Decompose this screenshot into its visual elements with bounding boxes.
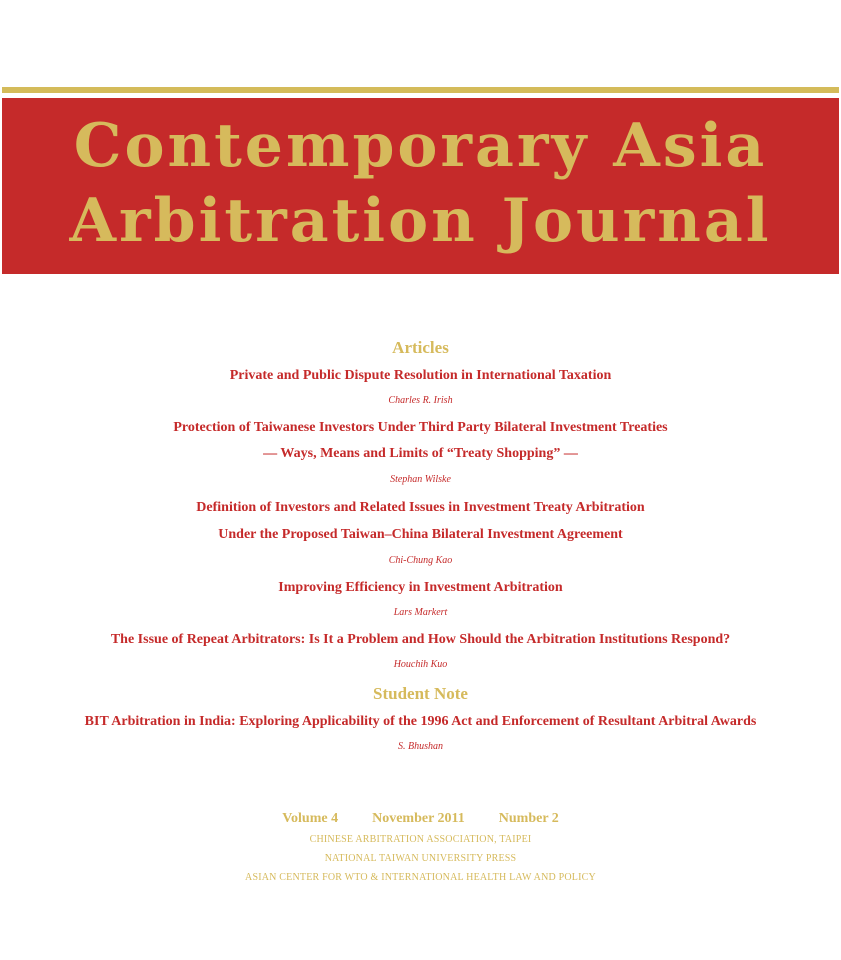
article-3-author: Chi-Chung Kao: [388, 555, 453, 566]
publisher-3: ASIAN CENTER FOR WTO & INTERNATIONAL HEALTH LAW AND POLICY: [245, 872, 596, 883]
article-4-author: Lars Markert: [393, 607, 448, 618]
student-note-title: BIT Arbitration in India: Exploring Applicability of the 1996 Act and Enforcement of Resultant Arbitral Awards: [84, 714, 757, 729]
issue-date: November 2011: [372, 811, 465, 826]
issue-volume: Volume 4: [282, 811, 339, 826]
gold-top-rule: [2, 87, 839, 93]
student-note-author: S. Bhushan: [398, 741, 443, 752]
issue-line: [0, 811, 841, 827]
publisher-2: NATIONAL TAIWAN UNIVERSITY PRESS: [324, 853, 517, 864]
article-2-title-line-2: — Ways, Means and Limits of “Treaty Shopping” —: [263, 446, 578, 461]
journal-title-line-2: Arbitration Journal: [69, 186, 772, 256]
article-2-title-line-1: Protection of Taiwanese Investors Under Third Party Bilateral Investment Treaties: [173, 420, 668, 435]
title-banner: [2, 98, 839, 274]
article-3-title-line-1: Definition of Investors and Related Issues in Investment Treaty Arbitration: [196, 500, 645, 515]
articles-heading: Articles: [392, 338, 449, 357]
article-3-title-line-2: Under the Proposed Taiwan–China Bilateral Investment Agreement: [218, 527, 623, 542]
article-5-author: Houchih Kuo: [393, 659, 448, 670]
article-1-title: Private and Public Dispute Resolution in International Taxation: [229, 368, 612, 383]
issue-number: Number 2: [498, 811, 559, 826]
journal-title-line-1: Contemporary Asia: [73, 111, 768, 181]
article-2-author: Stephan Wilske: [390, 474, 451, 485]
student-note-heading: Student Note: [373, 684, 468, 703]
article-4-title: Improving Efficiency in Investment Arbitration: [278, 580, 563, 595]
publisher-1: CHINESE ARBITRATION ASSOCIATION, TAIPEI: [309, 834, 532, 845]
article-5-title: The Issue of Repeat Arbitrators: Is It a Problem and How Should the Arbitration Institutions Respond?: [110, 632, 731, 647]
article-1-author: Charles R. Irish: [388, 395, 453, 406]
